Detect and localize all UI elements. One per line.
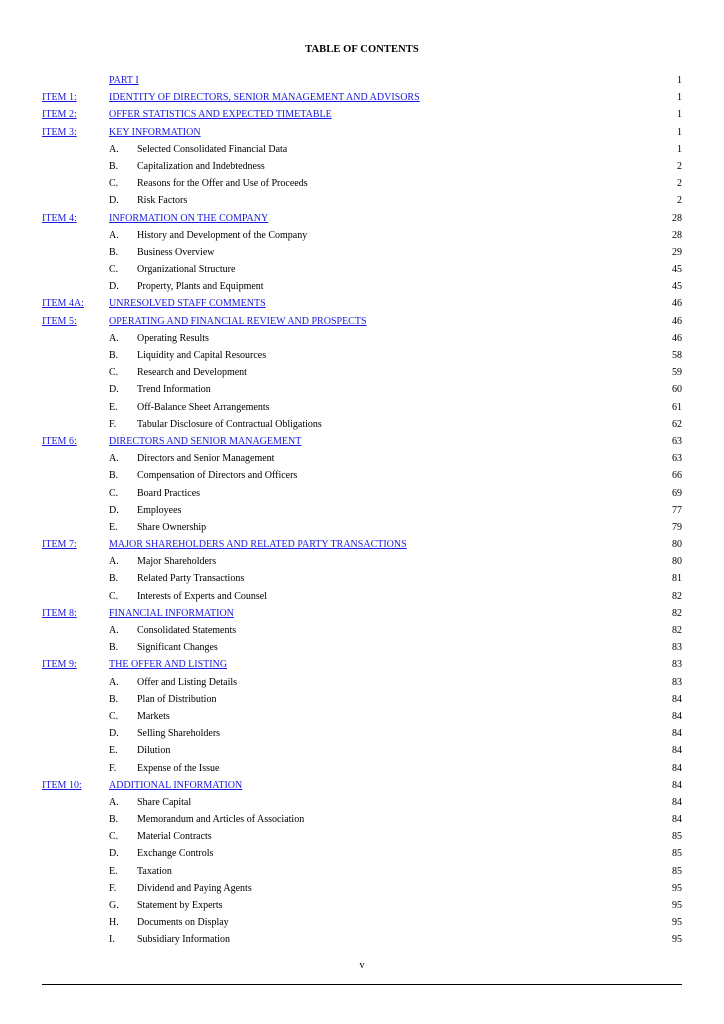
toc-subitem-row	[0, 278, 724, 295]
toc-subitem-title: Memorandum and Articles of Association	[137, 814, 305, 826]
toc-subitem-letter: C.	[109, 367, 119, 379]
toc-subitem-letter: B.	[109, 350, 119, 361]
toc-page-number: 1	[677, 92, 682, 104]
toc-subitem-title: Trend Information	[137, 384, 211, 396]
toc-page-number: 83	[672, 659, 682, 671]
toc-item-row[interactable]	[0, 313, 724, 330]
toc-subitem-row	[0, 914, 724, 931]
toc-subitem-row	[0, 364, 724, 381]
toc-item-label-link[interactable]: ITEM 5:	[42, 315, 77, 327]
toc-subitem-letter: E.	[109, 401, 118, 413]
toc-page-number: 85	[672, 831, 682, 843]
toc-subitem-letter: B.	[109, 246, 119, 258]
toc-item-label-link[interactable]: ITEM 10:	[42, 779, 82, 791]
toc-page-number: 84	[672, 762, 682, 774]
toc-subitem-letter: A.	[109, 143, 119, 155]
toc-item-label-link[interactable]: ITEM 2:	[42, 109, 77, 121]
toc-subitem-letter: A.	[109, 332, 119, 344]
toc-page-number: 82	[672, 590, 682, 602]
toc-page-number: 84	[672, 796, 682, 808]
toc-subitem-row	[0, 760, 724, 777]
toc-subitem-letter: B.	[109, 573, 119, 585]
toc-page-number: 84	[672, 710, 682, 722]
toc-item-title-link[interactable]: IDENTITY OF DIRECTORS, SENIOR MANAGEMENT AND ADVISORS	[109, 92, 420, 104]
toc-page-number: 80	[672, 556, 682, 568]
toc-page-number: 85	[672, 848, 682, 860]
toc-title: TABLE OF CONTENTS	[305, 44, 419, 55]
toc-page-number: 63	[672, 435, 682, 447]
toc-subitem-row	[0, 502, 724, 519]
toc-subitem-title: Related Party Transactions	[137, 573, 245, 585]
toc-page-number: 77	[672, 504, 682, 516]
toc-item-row[interactable]	[0, 106, 724, 123]
toc-page-number: 81	[672, 573, 682, 585]
toc-subitem-row	[0, 347, 724, 364]
toc-page-number: 84	[672, 745, 682, 757]
toc-subitem-row	[0, 553, 724, 570]
toc-item-row[interactable]	[0, 536, 724, 553]
toc-subitem-title: Risk Factors	[137, 195, 188, 207]
toc-subitem-title: Major Shareholders	[137, 556, 217, 568]
toc-subitem-title: History and Development of the Company	[137, 229, 308, 241]
toc-subitem-title: Organizational Structure	[137, 264, 236, 276]
toc-subitem-title: Business Overview	[137, 246, 215, 258]
toc-subitem-title: Share Ownership	[137, 521, 207, 533]
toc-page-number: 66	[672, 470, 682, 482]
toc-item-title-link[interactable]: KEY INFORMATION	[109, 126, 201, 138]
toc-subitem-title: Selling Shareholders	[137, 728, 221, 740]
toc-subitem-letter: F.	[109, 882, 117, 894]
toc-subitem-letter: E.	[109, 521, 118, 533]
toc-item-label-link[interactable]: ITEM 8:	[42, 607, 77, 619]
toc-subitem-row	[0, 141, 724, 158]
toc-page-number: 2	[677, 195, 682, 207]
toc-subitem-letter: G.	[109, 900, 119, 911]
toc-page-number: 58	[672, 350, 682, 361]
toc-item-row[interactable]	[0, 89, 724, 106]
toc-subitem-row	[0, 485, 724, 502]
toc-item-row[interactable]	[0, 210, 724, 227]
toc-page-number: 95	[672, 882, 682, 894]
toc-subitem-letter: C.	[109, 178, 119, 190]
toc-subitem-row	[0, 742, 724, 759]
toc-subitem-title: Directors and Senior Management	[137, 453, 275, 465]
toc-subitem-title: Dilution	[137, 745, 171, 757]
toc-page-number: 95	[672, 934, 682, 946]
toc-subitem-letter: D.	[109, 281, 119, 293]
toc-page-number: 83	[672, 676, 682, 688]
toc-subitem-title: Statement by Experts	[137, 900, 223, 911]
toc-subitem-letter: A.	[109, 229, 119, 241]
toc-subitem-letter: D.	[109, 728, 119, 740]
toc-subitem-title: Plan of Distribution	[137, 693, 217, 705]
toc-subitem-letter: C.	[109, 831, 119, 843]
toc-page-number: 45	[672, 281, 682, 293]
toc-page-number: 45	[672, 264, 682, 276]
toc-subitem-letter: A.	[109, 796, 119, 808]
toc-subitem-letter: F.	[109, 418, 117, 430]
toc-item-row[interactable]	[0, 605, 724, 622]
footer-rule	[42, 984, 682, 985]
toc-subitem-title: Operating Results	[137, 332, 209, 344]
toc-subitem-letter: C.	[109, 487, 119, 499]
toc-page-number: 82	[672, 607, 682, 619]
toc-subitem-title: Offer and Listing Details	[137, 676, 238, 688]
toc-subitem-letter: B.	[109, 160, 119, 172]
toc-subitem-row	[0, 880, 724, 897]
toc-subitem-title: Property, Plants and Equipment	[137, 281, 264, 293]
toc-page-number: 2	[677, 160, 682, 172]
toc-subitem-letter: A.	[109, 556, 119, 568]
toc-item-row[interactable]	[0, 656, 724, 673]
toc-item-title-link[interactable]: MAJOR SHAREHOLDERS AND RELATED PARTY TRANSACTIONS	[109, 539, 407, 551]
toc-subitem-row	[0, 811, 724, 828]
toc-item-label-link[interactable]: ITEM 4A:	[42, 298, 84, 310]
toc-subitem-letter: I.	[109, 934, 115, 946]
toc-subitem-title: Selected Consolidated Financial Data	[137, 143, 288, 155]
toc-page-number: 95	[672, 917, 682, 929]
toc-part-link[interactable]: PART I	[109, 75, 139, 86]
toc-subitem-row	[0, 708, 724, 725]
toc-subitem-letter: B.	[109, 642, 119, 654]
toc-subitem-row	[0, 192, 724, 209]
toc-subitem-title: Off-Balance Sheet Arrangements	[137, 401, 270, 413]
toc-page-number: 46	[672, 332, 682, 344]
toc-subitem-letter: C.	[109, 710, 119, 722]
toc-page-number: 59	[672, 367, 682, 379]
toc-page-number: 1	[677, 143, 682, 155]
toc-subitem-title: Taxation	[137, 865, 172, 877]
toc-subitem-row	[0, 261, 724, 278]
toc-page-number: 1	[677, 109, 682, 121]
toc-subitem-title: Consolidated Statements	[137, 625, 237, 636]
toc-subitem-letter: A.	[109, 625, 119, 636]
toc-subitem-row	[0, 794, 724, 811]
toc-subitem-letter: B.	[109, 814, 119, 826]
toc-page-number: 46	[672, 298, 682, 310]
toc-subitem-title: Compensation of Directors and Officers	[137, 470, 298, 482]
toc-item-row[interactable]	[0, 295, 724, 312]
toc-subitem-letter: D.	[109, 848, 119, 860]
toc-item-title-link[interactable]: OPERATING AND FINANCIAL REVIEW AND PROSPECTS	[109, 315, 367, 327]
toc-item-label-link[interactable]: ITEM 6:	[42, 435, 77, 447]
toc-page-number: 28	[672, 212, 682, 224]
toc-page-number: 84	[672, 728, 682, 740]
toc-subitem-row	[0, 158, 724, 175]
toc-part-row[interactable]	[0, 72, 724, 89]
toc-page-number: 80	[672, 539, 682, 551]
toc-item-title-link[interactable]: UNRESOLVED STAFF COMMENTS	[109, 298, 266, 310]
toc-subitem-title: Significant Changes	[137, 642, 218, 654]
toc-subitem-row	[0, 416, 724, 433]
toc-subitem-title: Expense of the Issue	[137, 762, 220, 774]
toc-page-number: 82	[672, 625, 682, 636]
toc-subitem-row	[0, 863, 724, 880]
toc-page-number: 61	[672, 401, 682, 413]
toc-page-number: 63	[672, 453, 682, 465]
toc-page-number: 1	[677, 75, 682, 86]
toc-subitem-row	[0, 897, 724, 914]
toc-item-title-link[interactable]: THE OFFER AND LISTING	[109, 659, 228, 671]
toc-page-number: 84	[672, 693, 682, 705]
toc-subitem-title: Board Practices	[137, 487, 201, 499]
toc-subitem-title: Employees	[137, 504, 182, 516]
toc-subitem-letter: B.	[109, 470, 119, 482]
toc-subitem-row	[0, 227, 724, 244]
toc-page-number: 83	[672, 642, 682, 654]
toc-subitem-title: Reasons for the Offer and Use of Proceeds	[137, 178, 308, 190]
toc-subitem-letter: A.	[109, 676, 119, 688]
toc-page-number: 95	[672, 900, 682, 911]
toc-subitem-row	[0, 450, 724, 467]
toc-subitem-row	[0, 330, 724, 347]
toc-subitem-row	[0, 519, 724, 536]
toc-subitem-letter: F.	[109, 762, 117, 774]
toc-subitem-letter: E.	[109, 745, 118, 757]
page-number: v	[359, 960, 365, 971]
toc-subitem-row	[0, 639, 724, 656]
toc-subitem-row	[0, 691, 724, 708]
toc-subitem-row	[0, 725, 724, 742]
toc-subitem-title: Share Capital	[137, 796, 192, 808]
toc-subitem-title: Documents on Display	[137, 917, 229, 929]
toc-subitem-row	[0, 244, 724, 261]
toc-subitem-row	[0, 845, 724, 862]
toc-subitem-row	[0, 467, 724, 484]
toc-item-row[interactable]	[0, 433, 724, 450]
toc-page-number: 62	[672, 418, 682, 430]
toc-subitem-title: Exchange Controls	[137, 848, 214, 860]
toc-subitem-row	[0, 399, 724, 416]
toc-subitem-title: Markets	[137, 710, 170, 722]
toc-subitem-letter: D.	[109, 504, 119, 516]
toc-item-title-link[interactable]: OFFER STATISTICS AND EXPECTED TIMETABLE	[109, 109, 332, 121]
toc-subitem-row	[0, 828, 724, 845]
toc-item-label-link[interactable]: ITEM 9:	[42, 659, 77, 671]
toc-subitem-title: Tabular Disclosure of Contractual Obligations	[137, 418, 322, 430]
toc-item-row[interactable]	[0, 124, 724, 141]
toc-subitem-row	[0, 674, 724, 691]
toc-subitem-title: Liquidity and Capital Resources	[137, 350, 267, 361]
toc-subitem-letter: H.	[109, 917, 119, 929]
toc-subitem-letter: A.	[109, 453, 119, 465]
toc-page-number: 79	[672, 521, 682, 533]
toc-item-title-link[interactable]: ADDITIONAL INFORMATION	[109, 779, 243, 791]
toc-subitem-letter: E.	[109, 865, 118, 877]
toc-item-label-link[interactable]: ITEM 1:	[42, 92, 77, 104]
toc-item-row[interactable]	[0, 777, 724, 794]
toc-item-label-link[interactable]: ITEM 7:	[42, 539, 77, 551]
toc-page-number: 2	[677, 178, 682, 190]
toc-subitem-row	[0, 931, 724, 948]
toc-item-title-link[interactable]: DIRECTORS AND SENIOR MANAGEMENT	[109, 435, 302, 447]
toc-page-number: 29	[672, 246, 682, 258]
toc-subitem-title: Dividend and Paying Agents	[137, 882, 252, 894]
toc-subitem-letter: C.	[109, 264, 119, 276]
toc-page-number: 69	[672, 487, 682, 499]
toc-subitem-title: Material Contracts	[137, 831, 212, 843]
toc-subitem-title: Capitalization and Indebtedness	[137, 160, 265, 172]
toc-page-number: 1	[677, 126, 682, 138]
toc-subitem-letter: B.	[109, 693, 119, 705]
toc-subitem-title: Subsidiary Information	[137, 934, 231, 946]
toc-subitem-letter: D.	[109, 384, 119, 396]
toc-subitem-row	[0, 588, 724, 605]
toc-subitem-title: Research and Development	[137, 367, 247, 379]
toc-page-number: 84	[672, 779, 682, 791]
toc-page-number: 60	[672, 384, 682, 396]
toc-page-number: 28	[672, 229, 682, 241]
toc-list	[0, 72, 724, 949]
toc-subitem-row	[0, 570, 724, 587]
toc-subitem-row	[0, 622, 724, 639]
toc-item-label-link[interactable]: ITEM 3:	[42, 126, 77, 138]
toc-item-title-link[interactable]: INFORMATION ON THE COMPANY	[109, 212, 269, 224]
toc-subitem-letter: C.	[109, 590, 119, 602]
toc-subitem-title: Interests of Experts and Counsel	[137, 590, 267, 602]
toc-subitem-row	[0, 381, 724, 398]
toc-page-number: 46	[672, 315, 682, 327]
toc-page-number: 85	[672, 865, 682, 877]
toc-subitem-row	[0, 175, 724, 192]
toc-page-number: 84	[672, 814, 682, 826]
toc-item-label-link[interactable]: ITEM 4:	[42, 212, 77, 224]
toc-subitem-letter: D.	[109, 195, 119, 207]
toc-item-title-link[interactable]: FINANCIAL INFORMATION	[109, 607, 234, 619]
